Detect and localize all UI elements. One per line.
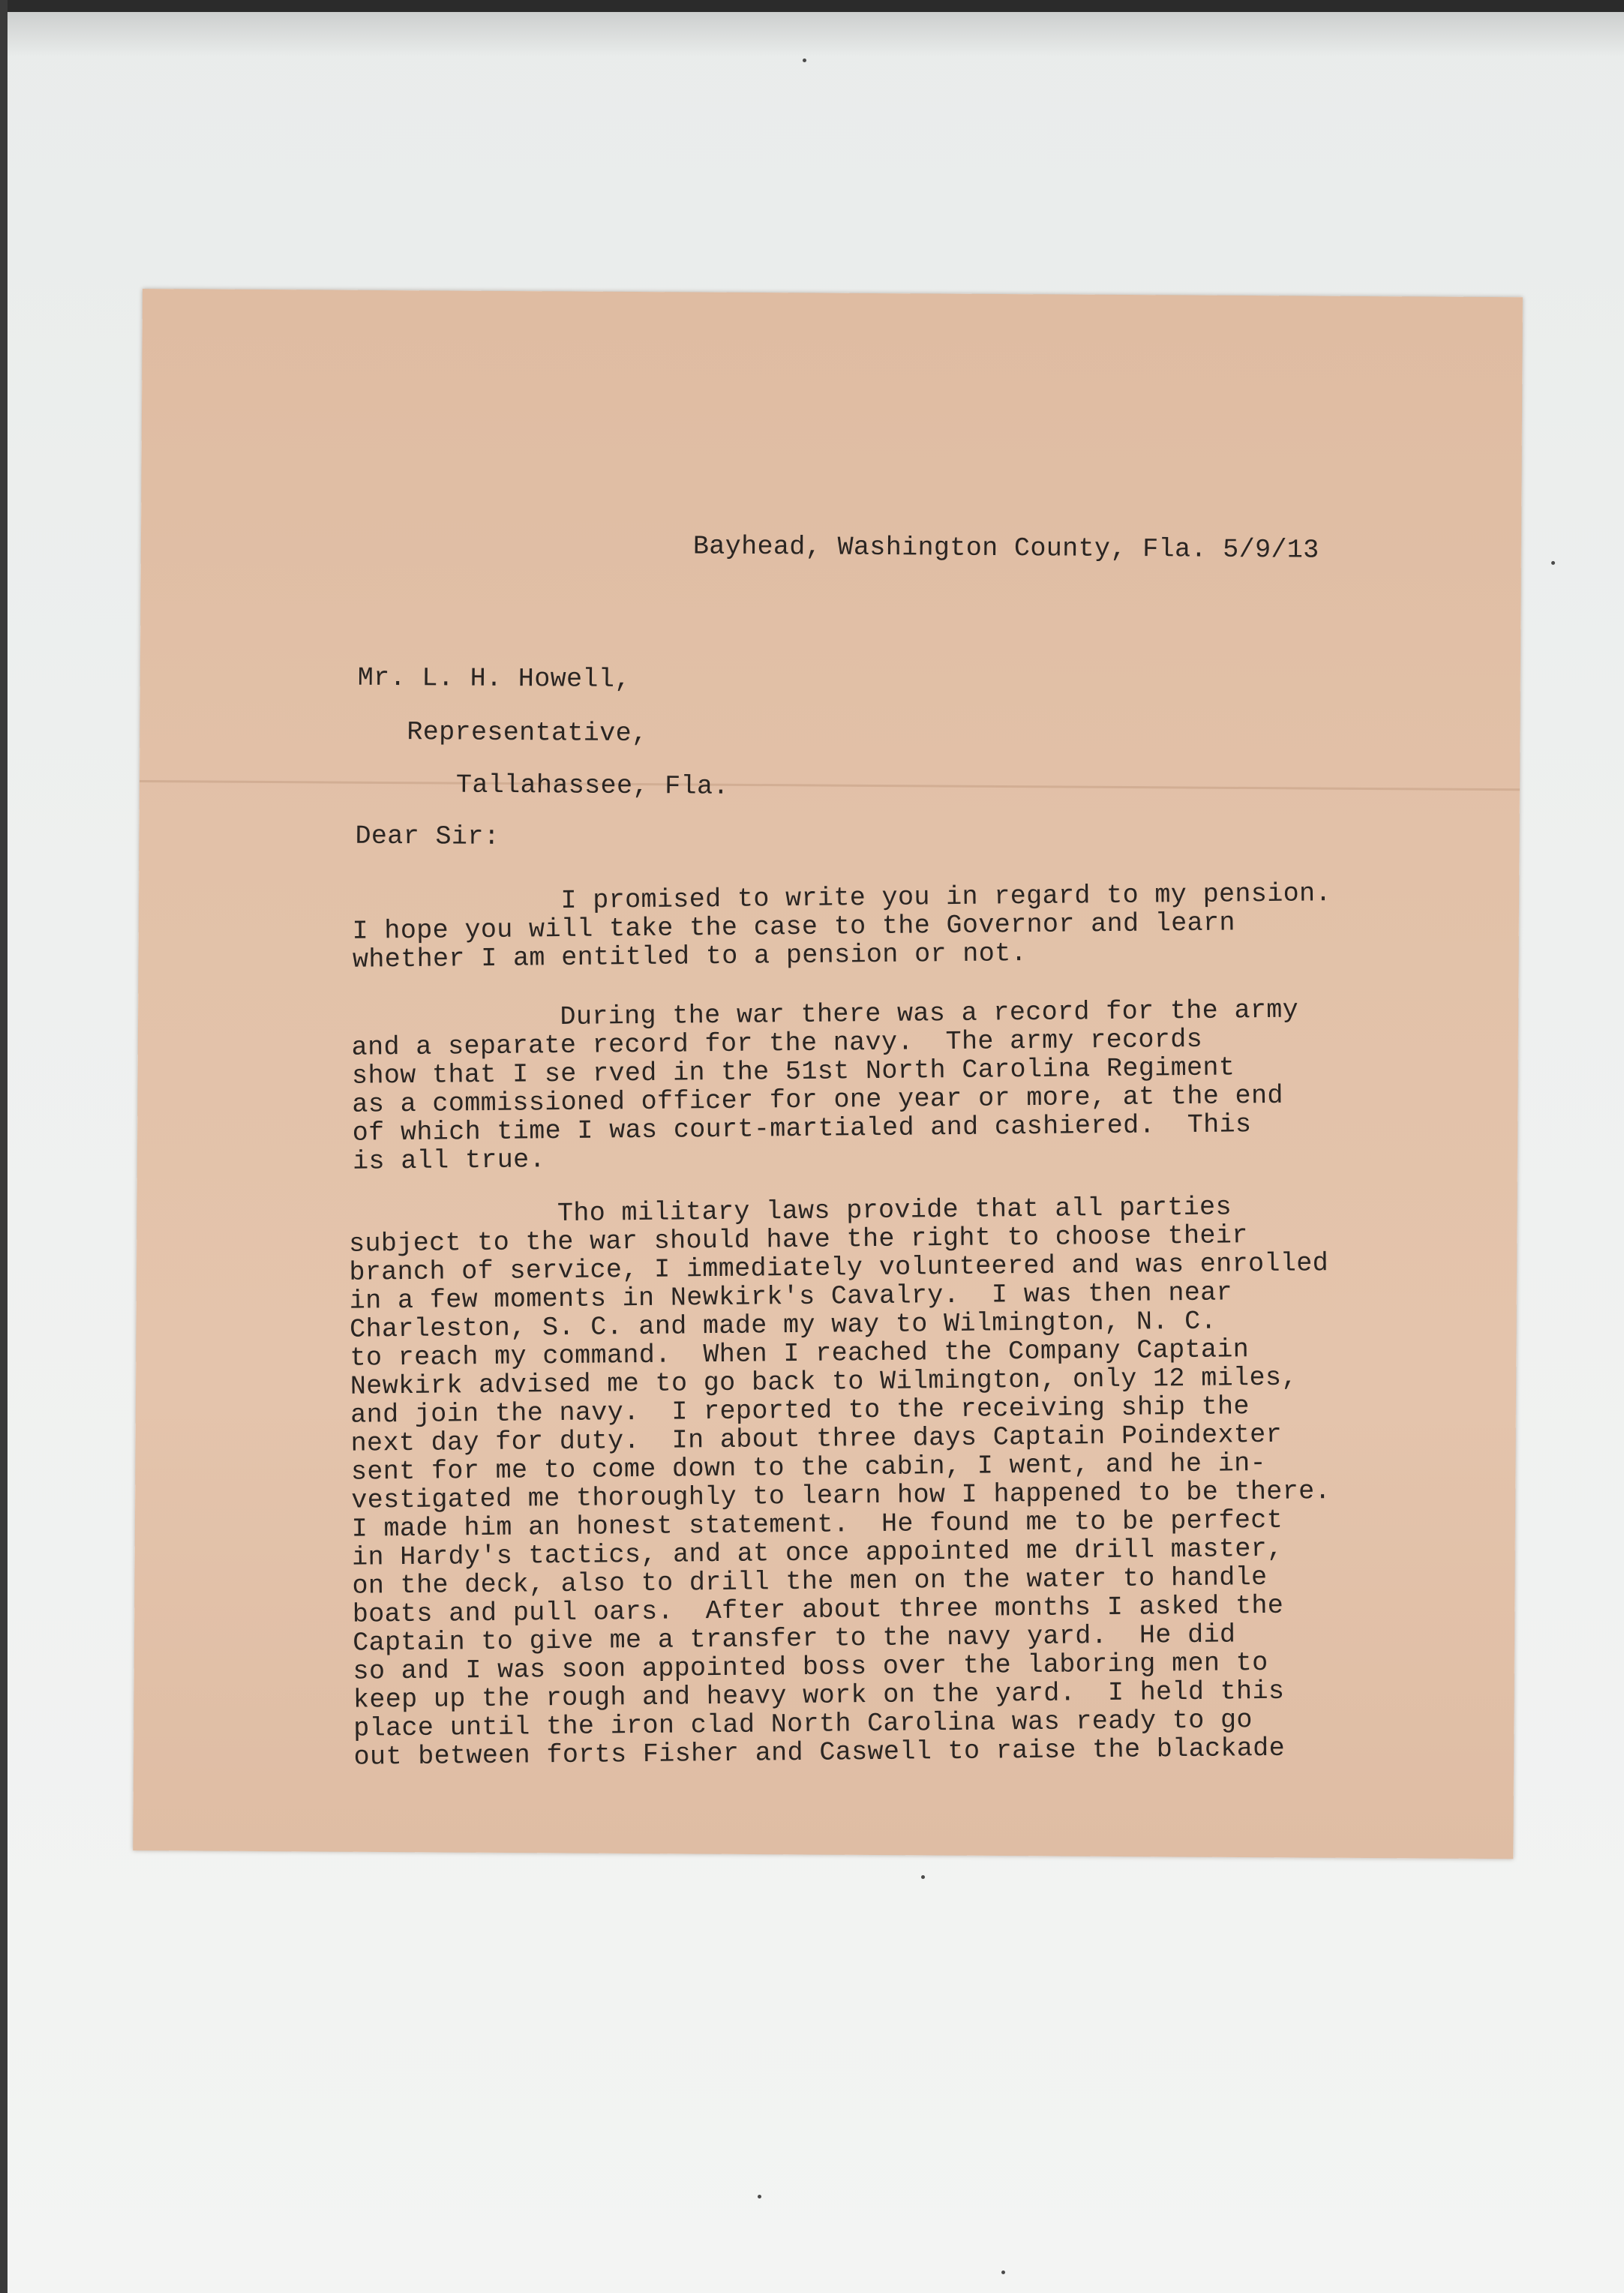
paragraph-line: is all true. <box>352 1145 546 1177</box>
paragraph-line: in a few moments in Newkirk's Cavalry. I was then near <box>349 1277 1233 1316</box>
paragraph-line: so and I was soon appointed boss over the laboring men to <box>353 1647 1268 1687</box>
scanner-shadow <box>8 12 1624 57</box>
dateline: Bayhead, Washington County, Fla. 5/9/13 <box>692 531 1319 566</box>
paragraph-line: out between forts Fisher and Caswell to raise the blackade <box>353 1733 1286 1772</box>
paragraph-line: next day for duty. In about three days Captain Poindexter <box>350 1419 1283 1459</box>
paragraph-line: place until the iron clad North Carolina was ready to go <box>353 1705 1253 1744</box>
salutation: Dear Sir: <box>355 821 500 852</box>
dust-speck <box>1001 2270 1005 2274</box>
paragraph-line: boats and pull oars. After about three months I asked the <box>352 1590 1284 1630</box>
fold-crease <box>140 780 1520 791</box>
paragraph-line: to reach my command. When I reached the Company Captain <box>350 1334 1250 1373</box>
dust-speck <box>803 59 806 62</box>
paragraph-line: I promised to write you in regard to my pension. <box>352 878 1332 918</box>
paragraph-2 <box>351 996 1300 1176</box>
paragraph-line: of which time I was court-martialed and cashiered. This <box>352 1109 1252 1148</box>
letter-page <box>133 289 1523 1859</box>
paragraph-line: I made him an honest statement. He found me to be perfect <box>351 1505 1283 1544</box>
paragraph-line: Charleston, S. C. and made my way to Wilmington, N. C. <box>350 1306 1217 1345</box>
paragraph-line: keep up the rough and heavy work on the yard. I held this <box>353 1676 1285 1715</box>
paragraph-1 <box>352 879 1332 974</box>
recipient-city: Tallahassee, Fla. <box>455 770 729 802</box>
paragraph-line: and join the navy. I reported to the receiving ship the <box>350 1391 1250 1430</box>
paragraph-line: Captain to give me a transfer to the navy yard. He did <box>353 1619 1236 1658</box>
paragraph-line: in Hardy's tactics, and at once appointed me drill master, <box>351 1533 1283 1573</box>
scanner-edge-left <box>0 0 8 2293</box>
paragraph-line: as a commissioned officer for one year or more, at the end <box>352 1080 1283 1120</box>
paragraph-line: Newkirk advised me to go back to Wilmington, only 12 miles, <box>350 1362 1298 1402</box>
paragraph-line: on the deck, also to drill the men on the water to handle <box>352 1562 1268 1601</box>
paragraph-line: whether I am entitled to a pension or not. <box>352 938 1028 975</box>
paragraph-line: Tho military laws provide that all parties <box>348 1192 1232 1231</box>
paragraph-line: vestigated me thoroughly to learn how I happened to be there. <box>351 1476 1331 1516</box>
paragraph-line: show that I se rved in the 51st North Carolina Regiment <box>351 1052 1235 1091</box>
recipient-title: Representative, <box>407 717 648 749</box>
dust-speck <box>1551 561 1555 565</box>
paragraph-3 <box>349 1192 1334 1771</box>
recipient-name: Mr. L. H. Howell, <box>357 662 631 695</box>
dust-speck <box>758 2195 761 2198</box>
scanner-edge-top <box>0 0 1624 12</box>
dust-speck <box>921 1875 925 1879</box>
paragraph-line: branch of service, I immediately volunteered and was enrolled <box>349 1248 1329 1288</box>
paragraph-line: I hope you will take the case to the Governor and learn <box>352 908 1236 947</box>
paragraph-line: During the war there was a record for the army <box>351 995 1299 1034</box>
paragraph-line: subject to the war should have the right to choose their <box>348 1220 1248 1259</box>
paragraph-line: sent for me to come down to the cabin, I went, and he in- <box>350 1448 1267 1487</box>
paragraph-line: and a separate record for the navy. The army records <box>351 1024 1203 1063</box>
